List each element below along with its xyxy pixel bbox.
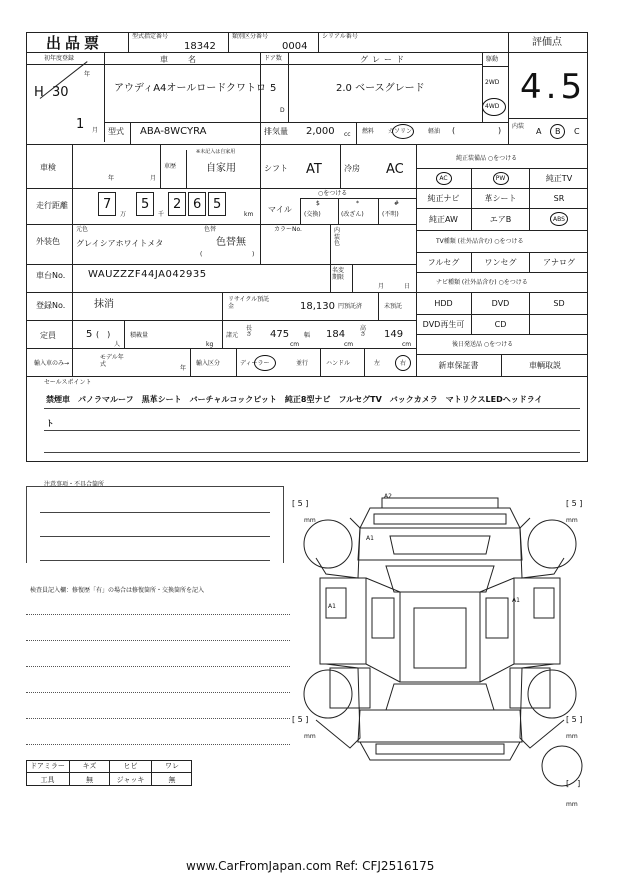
capacity-unit: 人: [114, 341, 121, 348]
width-label: 幅: [304, 332, 311, 339]
shaken-year: 年: [108, 175, 115, 182]
fuel-label: 燃料: [362, 128, 375, 135]
type-number-label: 型式指定番号: [132, 33, 169, 40]
equip-row-2: 純正ナビ 革シート SR: [416, 188, 588, 208]
caution-bracket: [26, 486, 284, 563]
grade-label: グレード: [360, 55, 408, 64]
history-label: 車歴: [164, 163, 177, 170]
registration-label: 登録No.: [36, 301, 66, 310]
right-handle-circle: [395, 355, 411, 371]
equip-row-1: AC PW 純正TV: [416, 168, 588, 188]
parallel-label: 並行: [296, 360, 309, 367]
tv-title: TV種類 (社外品含む) ○をつける: [436, 238, 524, 245]
mileage-digit-5: 5: [208, 192, 226, 216]
color-sub-label: 色替: [204, 226, 217, 233]
navi-row-2: DVD再生可 CD: [416, 314, 588, 334]
mileage-sen: 千: [158, 211, 165, 218]
later-row: 新車保証書 車輌取説: [416, 354, 588, 376]
width-unit: cm: [344, 341, 354, 348]
caution-label: 注意事項・不具合箇所: [44, 481, 105, 488]
mile-label: マイル: [268, 205, 292, 214]
sheet-title: 出品票: [46, 34, 104, 52]
load-unit: kg: [206, 341, 214, 348]
diesel-paren-close: ): [498, 126, 502, 135]
name-change-label: 名変期限: [332, 267, 345, 281]
tread-fr-unit: mm: [566, 517, 578, 524]
exchange-label: (交換): [304, 211, 321, 218]
drive-2wd: 2WD: [485, 79, 500, 86]
dealer-circle: [254, 355, 276, 371]
displacement-value: 2,000: [306, 126, 335, 137]
interior-c: C: [574, 127, 580, 136]
tread-fl: [ 5 ]: [292, 499, 309, 508]
reg-month: 1: [76, 117, 85, 132]
ac-label: 冷房: [344, 164, 360, 173]
tread-fr: [ 5 ]: [566, 499, 583, 508]
import-only-label: 輸入車のみ→: [34, 360, 70, 367]
recycle-label: リサイクル預託金: [228, 296, 270, 311]
mileage-digit-1: 7: [98, 192, 116, 216]
first-registration-label: 初年度登録: [44, 55, 75, 62]
interior-color-label: 内装色: [334, 227, 341, 248]
interior-b-circle: [550, 124, 565, 139]
history-note: ※未記入は自家用: [196, 149, 236, 155]
reg-year-unit: 年: [84, 71, 91, 78]
sales-point-line-2: ト: [46, 419, 54, 428]
left-label: 左: [374, 360, 381, 367]
tread-rl: [ 5 ]: [292, 715, 309, 724]
type-number-value: 18342: [184, 41, 216, 52]
mileage-man: 万: [120, 211, 127, 218]
load-label: 積載量: [130, 332, 149, 339]
shift-label: シフト: [264, 164, 288, 173]
tread-rr: [ 5 ]: [566, 715, 583, 724]
history-value: 自家用: [206, 163, 236, 174]
car-name-label: 車 名: [160, 55, 202, 64]
color-label: 外装色: [36, 237, 60, 246]
interior-a: A: [536, 127, 542, 136]
color-value: グレイシアホワイトメタ: [76, 239, 164, 248]
tread-rr-unit: mm: [566, 733, 578, 740]
mark-front-left: A1: [366, 535, 374, 542]
unknown-symbol: #: [394, 200, 400, 207]
mileage-label: 走行距離: [36, 201, 68, 210]
model-year-unit: 年: [180, 365, 187, 372]
sales-point-label: セールスポイント: [44, 379, 92, 386]
colorno-label: カラーNo.: [274, 226, 302, 233]
chassis-value: WAUZZZF44JA042935: [88, 269, 207, 280]
footer-ref: www.CarFromJapan.com Ref: CFJ2516175: [186, 859, 435, 873]
model-label: 型式: [108, 127, 124, 136]
displacement-unit: cc: [344, 131, 351, 138]
later-title: 後日発送品 ○をつける: [452, 341, 514, 348]
sales-point-line-1: 禁煙車 パノラマルーフ 黒革シート バーチャルコックピット 純正8型ナビ フルセグTV バックカメラ マトリクスLEDヘッドライ: [46, 395, 543, 404]
altered-label: (改ざん): [341, 211, 364, 218]
name-change-month: 月: [378, 283, 385, 290]
chassis-label: 車台No.: [36, 271, 66, 280]
model-year-label: モデル年式: [100, 354, 124, 369]
evaluation-score: 4.5: [520, 67, 587, 107]
mileage-digit-3: 2: [168, 192, 186, 216]
interior-b: B: [555, 127, 561, 136]
reg-era: H: [34, 85, 44, 100]
diesel-label: 軽油: [428, 128, 441, 135]
registration-value: 抹消: [94, 299, 114, 310]
right-label: 右: [400, 360, 407, 367]
drive-4wd-circle: [482, 98, 506, 116]
navi-title: ナビ種類 (社外品含む) ○をつける: [436, 279, 528, 286]
doors-label: ドア数: [264, 55, 282, 62]
height-value: 149: [384, 329, 404, 340]
ac-value: AC: [386, 162, 404, 177]
width-value: 184: [326, 329, 346, 340]
drive-label: 駆動: [486, 56, 499, 63]
class-number-value: 0004: [282, 41, 308, 52]
car-name-value: アウディA4オールロードクワトロ: [114, 83, 267, 94]
serial-number-label: シリアル番号: [322, 33, 358, 40]
diesel-paren-open: (: [452, 126, 456, 135]
doors-sub: D: [280, 107, 285, 114]
mark-left-door: A1: [328, 603, 336, 610]
tread-fl-unit: mm: [304, 517, 316, 524]
fuel-gasoline-circle: [392, 124, 414, 139]
length-value: 475: [270, 329, 290, 340]
color-paren-open: (: [200, 251, 203, 258]
recycle-unpaid: 未預託: [384, 303, 403, 310]
mark-right-door: A1: [512, 597, 520, 604]
recycle-value: 18,130: [300, 301, 335, 312]
capacity-label: 定員: [40, 331, 56, 340]
interior-grade-label: 内装: [512, 123, 525, 130]
mileage-digit-2: 5: [136, 192, 154, 216]
handle-label: ハンドル: [326, 360, 351, 367]
tread-rl-unit: mm: [304, 733, 316, 740]
tools-row-1: ドアミラー キズ ヒビ ワレ: [26, 760, 192, 773]
unknown-label: (不明): [382, 211, 399, 218]
capacity-value: 5: [86, 329, 93, 340]
tools-row-2: 工具 無 ジャッキ 無: [26, 773, 192, 786]
grade-value: 2.0 ベースグレード: [336, 83, 425, 94]
fuel-value: ガソリン: [388, 128, 413, 135]
mark-front-bumper: A2: [384, 493, 392, 500]
recycle-paid: 円預託済: [338, 303, 363, 310]
mileage-digit-4: 6: [188, 192, 206, 216]
shaken-month: 月: [150, 175, 157, 182]
tread-spare-unit: mm: [566, 801, 578, 808]
drive-4wd: 4WD: [485, 103, 500, 110]
length-label: 長さ: [246, 325, 253, 338]
exchange-symbol: $: [316, 200, 320, 207]
height-unit: cm: [402, 341, 412, 348]
reg-month-unit: 月: [92, 127, 99, 134]
equip-row-3: 純正AW エアB ABS: [416, 208, 588, 230]
car-damage-diagram: [290, 488, 590, 788]
evaluation-label: 評価点: [532, 37, 562, 48]
length-unit: cm: [290, 341, 300, 348]
tv-row: フルセグ ワンセグ アナログ: [416, 252, 588, 272]
name-change-day: 日: [404, 283, 411, 290]
color-change: 色替無: [216, 237, 246, 248]
shift-value: AT: [306, 162, 322, 177]
import-class-label: 輸入区分: [196, 360, 221, 367]
tread-spare: [ ]: [566, 779, 581, 788]
mileage-unit: km: [244, 211, 254, 218]
orig-color-label: 元色: [76, 226, 89, 233]
shaken-label: 車検: [40, 163, 56, 172]
doors-value: 5: [270, 83, 277, 94]
navi-row-1: HDD DVD SD: [416, 292, 588, 314]
dealer-label: ディーラー: [240, 360, 270, 367]
color-paren-close: ): [252, 251, 255, 258]
model-value: ABA-8WCYRA: [140, 126, 207, 137]
dims-label: 諸元: [226, 332, 239, 339]
altered-symbol: *: [356, 200, 359, 207]
equipment-title: 純正装備品 ○をつける: [456, 155, 518, 162]
height-label: 高さ: [360, 325, 367, 338]
class-number-label: 類別区分番号: [232, 33, 269, 40]
reg-year: 30: [52, 85, 69, 100]
capacity-paren: ( ): [96, 330, 111, 339]
inspector-label: 検査員記入欄：修復歴「有」の場合は修復箇所・交換箇所を記入: [30, 587, 205, 594]
displacement-label: 排気量: [264, 127, 288, 136]
circle-note: ○をつける: [318, 190, 348, 197]
